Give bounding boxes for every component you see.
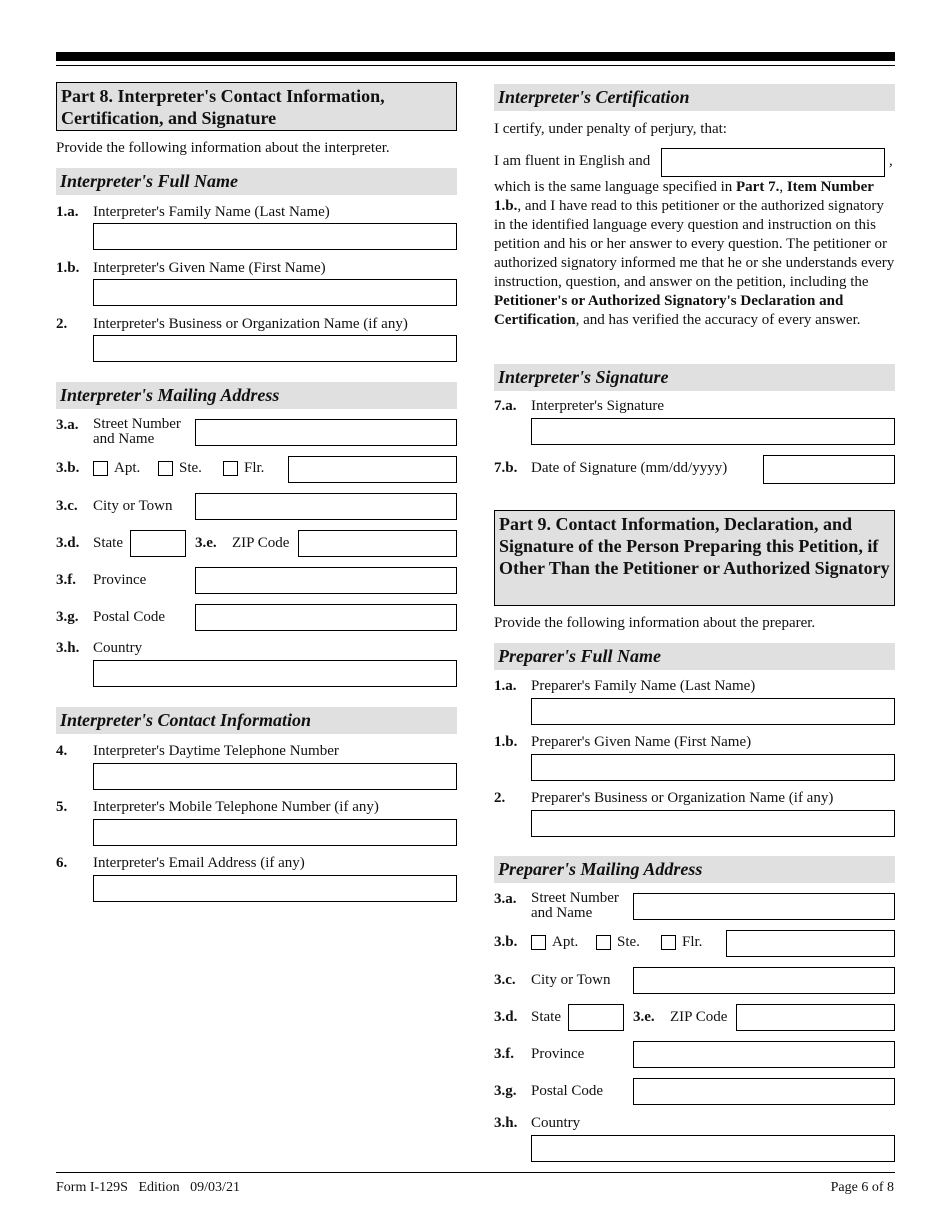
item-number: 3.a. [56, 417, 79, 433]
ste-label: Ste. [617, 934, 640, 950]
cert-text: , and has verified the accuracy of every answer. [575, 312, 861, 328]
item-number: 3.b. [56, 460, 80, 476]
interpreter-postal-code-item [56, 604, 457, 634]
flr-label: Flr. [244, 460, 265, 476]
preparer-postal-code-input[interactable] [633, 1078, 895, 1105]
item-number: 1.a. [56, 204, 79, 220]
field-label: Interpreter's Email Address (if any) [93, 855, 305, 871]
page-number: Page 6 of 8 [830, 1180, 894, 1195]
field-label: Province [93, 572, 147, 588]
interpreter-country-input[interactable] [93, 660, 457, 687]
interpreter-province-input[interactable] [195, 567, 457, 594]
street-label-line1: Street Number [93, 416, 181, 432]
interpreter-street-item [56, 417, 457, 449]
apt-checkbox[interactable] [93, 461, 108, 476]
interpreter-full-name-header: Interpreter's Full Name [56, 168, 457, 195]
preparer-given-name-item [494, 734, 895, 786]
ste-label: Ste. [179, 460, 202, 476]
item-number: 3.d. [494, 1009, 518, 1025]
cert-text: , [779, 179, 787, 195]
field-label: Date of Signature (mm/dd/yyyy) [531, 460, 728, 476]
part9-intro: Provide the following information about the preparer. [494, 615, 816, 631]
item-number: 3.e. [195, 535, 217, 551]
preparer-unit-number-input[interactable] [726, 930, 895, 957]
street-label-line1: Street Number [531, 890, 619, 906]
footer-rule [56, 1172, 895, 1173]
left-column [56, 82, 457, 871]
preparer-family-name-input[interactable] [531, 698, 895, 725]
ste-checkbox[interactable] [158, 461, 173, 476]
field-label: State [531, 1009, 561, 1025]
comma: , [889, 153, 893, 169]
ste-checkbox[interactable] [596, 935, 611, 950]
item-number: 3.b. [494, 934, 518, 950]
interpreter-state-input[interactable] [130, 530, 186, 557]
interpreter-country-item [56, 640, 457, 692]
flr-checkbox[interactable] [661, 935, 676, 950]
item-number: 1.b. [56, 260, 80, 276]
top-rule-thick [56, 52, 895, 61]
item-number: 3.h. [56, 640, 80, 656]
item-number: 1.a. [494, 678, 517, 694]
field-label: Interpreter's Mobile Telephone Number (if any) [93, 799, 379, 815]
field-label: Country [531, 1115, 581, 1131]
fluent-label: I am fluent in English and [494, 153, 651, 169]
preparer-city-input[interactable] [633, 967, 895, 994]
interpreter-email-item [56, 855, 457, 907]
preparer-state-zip-item [494, 1004, 895, 1034]
preparer-mailing-address-header: Preparer's Mailing Address [494, 856, 895, 883]
top-rule-thin [56, 65, 895, 66]
preparer-business-name-item [494, 790, 895, 842]
field-label: ZIP Code [232, 535, 290, 551]
item-number: 7.a. [494, 398, 517, 414]
certification-paragraph [494, 178, 895, 330]
preparer-postal-code-item [494, 1078, 895, 1108]
apt-label: Apt. [114, 460, 141, 476]
part8-intro: Provide the following information about the interpreter. [56, 140, 390, 156]
preparer-unit-item [494, 930, 895, 960]
interpreter-business-name-input[interactable] [93, 335, 457, 362]
item-number: 5. [56, 799, 68, 815]
part9-title: Part 9. Contact Information, Declaration, and Signature of the Person Preparing this Petition, if Other Than the Petitioner or Authorized Signatory [494, 510, 895, 606]
item-number: 3.g. [494, 1083, 517, 1099]
item-number: 7.b. [494, 460, 518, 476]
interpreter-mobile-phone-input[interactable] [93, 819, 457, 846]
part8-title: Part 8. Interpreter's Contact Information, Certification, and Signature [56, 82, 457, 131]
interpreter-postal-code-input[interactable] [195, 604, 457, 631]
street-label-line2: and Name [531, 905, 593, 921]
field-label: Interpreter's Family Name (Last Name) [93, 204, 330, 220]
preparer-province-input[interactable] [633, 1041, 895, 1068]
preparer-full-name-header: Preparer's Full Name [494, 643, 895, 670]
preparer-street-input[interactable] [633, 893, 895, 920]
interpreter-mailing-address-header: Interpreter's Mailing Address [56, 382, 457, 409]
field-label: City or Town [93, 498, 173, 514]
preparer-family-name-item [494, 678, 895, 730]
cert-bold-item: Item Number 1.b. [494, 179, 874, 214]
item-number: 2. [56, 316, 68, 332]
field-label: Preparer's Family Name (Last Name) [531, 678, 756, 694]
field-label [531, 891, 619, 921]
preparer-given-name-input[interactable] [531, 754, 895, 781]
interpreter-daytime-phone-item [56, 743, 457, 795]
flr-checkbox[interactable] [223, 461, 238, 476]
preparer-street-item [494, 891, 895, 923]
interpreter-mobile-phone-item [56, 799, 457, 851]
item-number: 3.d. [56, 535, 80, 551]
interpreter-signature-item [494, 398, 895, 450]
field-label: Interpreter's Business or Organization Name (if any) [93, 316, 408, 332]
interpreter-zip-input[interactable] [298, 530, 457, 557]
field-label: Preparer's Given Name (First Name) [531, 734, 752, 750]
apt-label: Apt. [552, 934, 579, 950]
item-number: 3.e. [633, 1009, 655, 1025]
interpreter-family-name-item [56, 204, 457, 256]
interpreter-street-input[interactable] [195, 419, 457, 446]
field-label: Interpreter's Daytime Telephone Number [93, 743, 339, 759]
preparer-country-item [494, 1115, 895, 1167]
interpreter-unit-number-input[interactable] [288, 456, 457, 483]
flr-label: Flr. [682, 934, 703, 950]
item-number: 4. [56, 743, 68, 759]
item-number: 6. [56, 855, 68, 871]
cert-text: which is the same language specified in [494, 179, 737, 195]
cert-bold-part: Part 7. [736, 179, 780, 195]
cert-bold-declaration: Petitioner's or Authorized Signatory's Declaration and Certification [494, 293, 844, 328]
field-label: Postal Code [93, 609, 166, 625]
interpreter-signature-date-input[interactable] [763, 455, 895, 484]
fluent-language-item [494, 148, 895, 178]
form-edition: Form I-129S Edition 09/03/21 [56, 1180, 240, 1195]
field-label: City or Town [531, 972, 611, 988]
field-label: Interpreter's Signature [531, 398, 665, 414]
item-number: 3.c. [494, 972, 516, 988]
certification-line: I certify, under penalty of perjury, that: [494, 121, 727, 137]
preparer-state-input[interactable] [568, 1004, 624, 1031]
item-number: 3.f. [56, 572, 76, 588]
field-label: Postal Code [531, 1083, 604, 1099]
interpreter-email-input[interactable] [93, 875, 457, 902]
field-label: State [93, 535, 123, 551]
preparer-country-input[interactable] [531, 1135, 895, 1162]
apt-checkbox[interactable] [531, 935, 546, 950]
interpreter-province-item [56, 567, 457, 597]
interpreter-given-name-input[interactable] [93, 279, 457, 306]
field-label [93, 417, 181, 447]
item-number: 3.c. [56, 498, 78, 514]
interpreter-signature-header: Interpreter's Signature [494, 364, 895, 391]
preparer-zip-input[interactable] [736, 1004, 895, 1031]
interpreter-unit-item [56, 456, 457, 486]
interpreter-language-input[interactable] [661, 148, 885, 177]
field-label: Province [531, 1046, 585, 1062]
cert-text: , and I have read to this petitioner or the authorized signatory in the identified language every question and instruction on this petition and his or her answer to every question. The petitioner or authorized signatory informed me that he or she understands every instruction, question, and answer on the petition, including the [494, 198, 895, 290]
preparer-province-item [494, 1041, 895, 1071]
field-label: Interpreter's Given Name (First Name) [93, 260, 326, 276]
interpreter-business-name-item [56, 316, 457, 368]
interpreter-city-input[interactable] [195, 493, 457, 520]
interpreter-family-name-input[interactable] [93, 223, 457, 250]
preparer-business-name-input[interactable] [531, 810, 895, 837]
item-number: 1.b. [494, 734, 518, 750]
item-number: 3.a. [494, 891, 517, 907]
item-number: 3.h. [494, 1115, 518, 1131]
interpreter-city-item [56, 493, 457, 523]
interpreter-daytime-phone-input[interactable] [93, 763, 457, 790]
interpreter-certification-header: Interpreter's Certification [494, 84, 895, 111]
interpreter-signature-input[interactable] [531, 418, 895, 445]
street-label-line2: and Name [93, 431, 155, 447]
item-number: 2. [494, 790, 506, 806]
interpreter-contact-info-header: Interpreter's Contact Information [56, 707, 457, 734]
preparer-city-item [494, 967, 895, 997]
field-label: Preparer's Business or Organization Name (if any) [531, 790, 834, 806]
item-number: 3.f. [494, 1046, 514, 1062]
interpreter-given-name-item [56, 260, 457, 312]
interpreter-signature-date-item [494, 455, 895, 485]
interpreter-state-zip-item [56, 530, 457, 560]
field-label: Country [93, 640, 143, 656]
field-label: ZIP Code [670, 1009, 728, 1025]
item-number: 3.g. [56, 609, 79, 625]
